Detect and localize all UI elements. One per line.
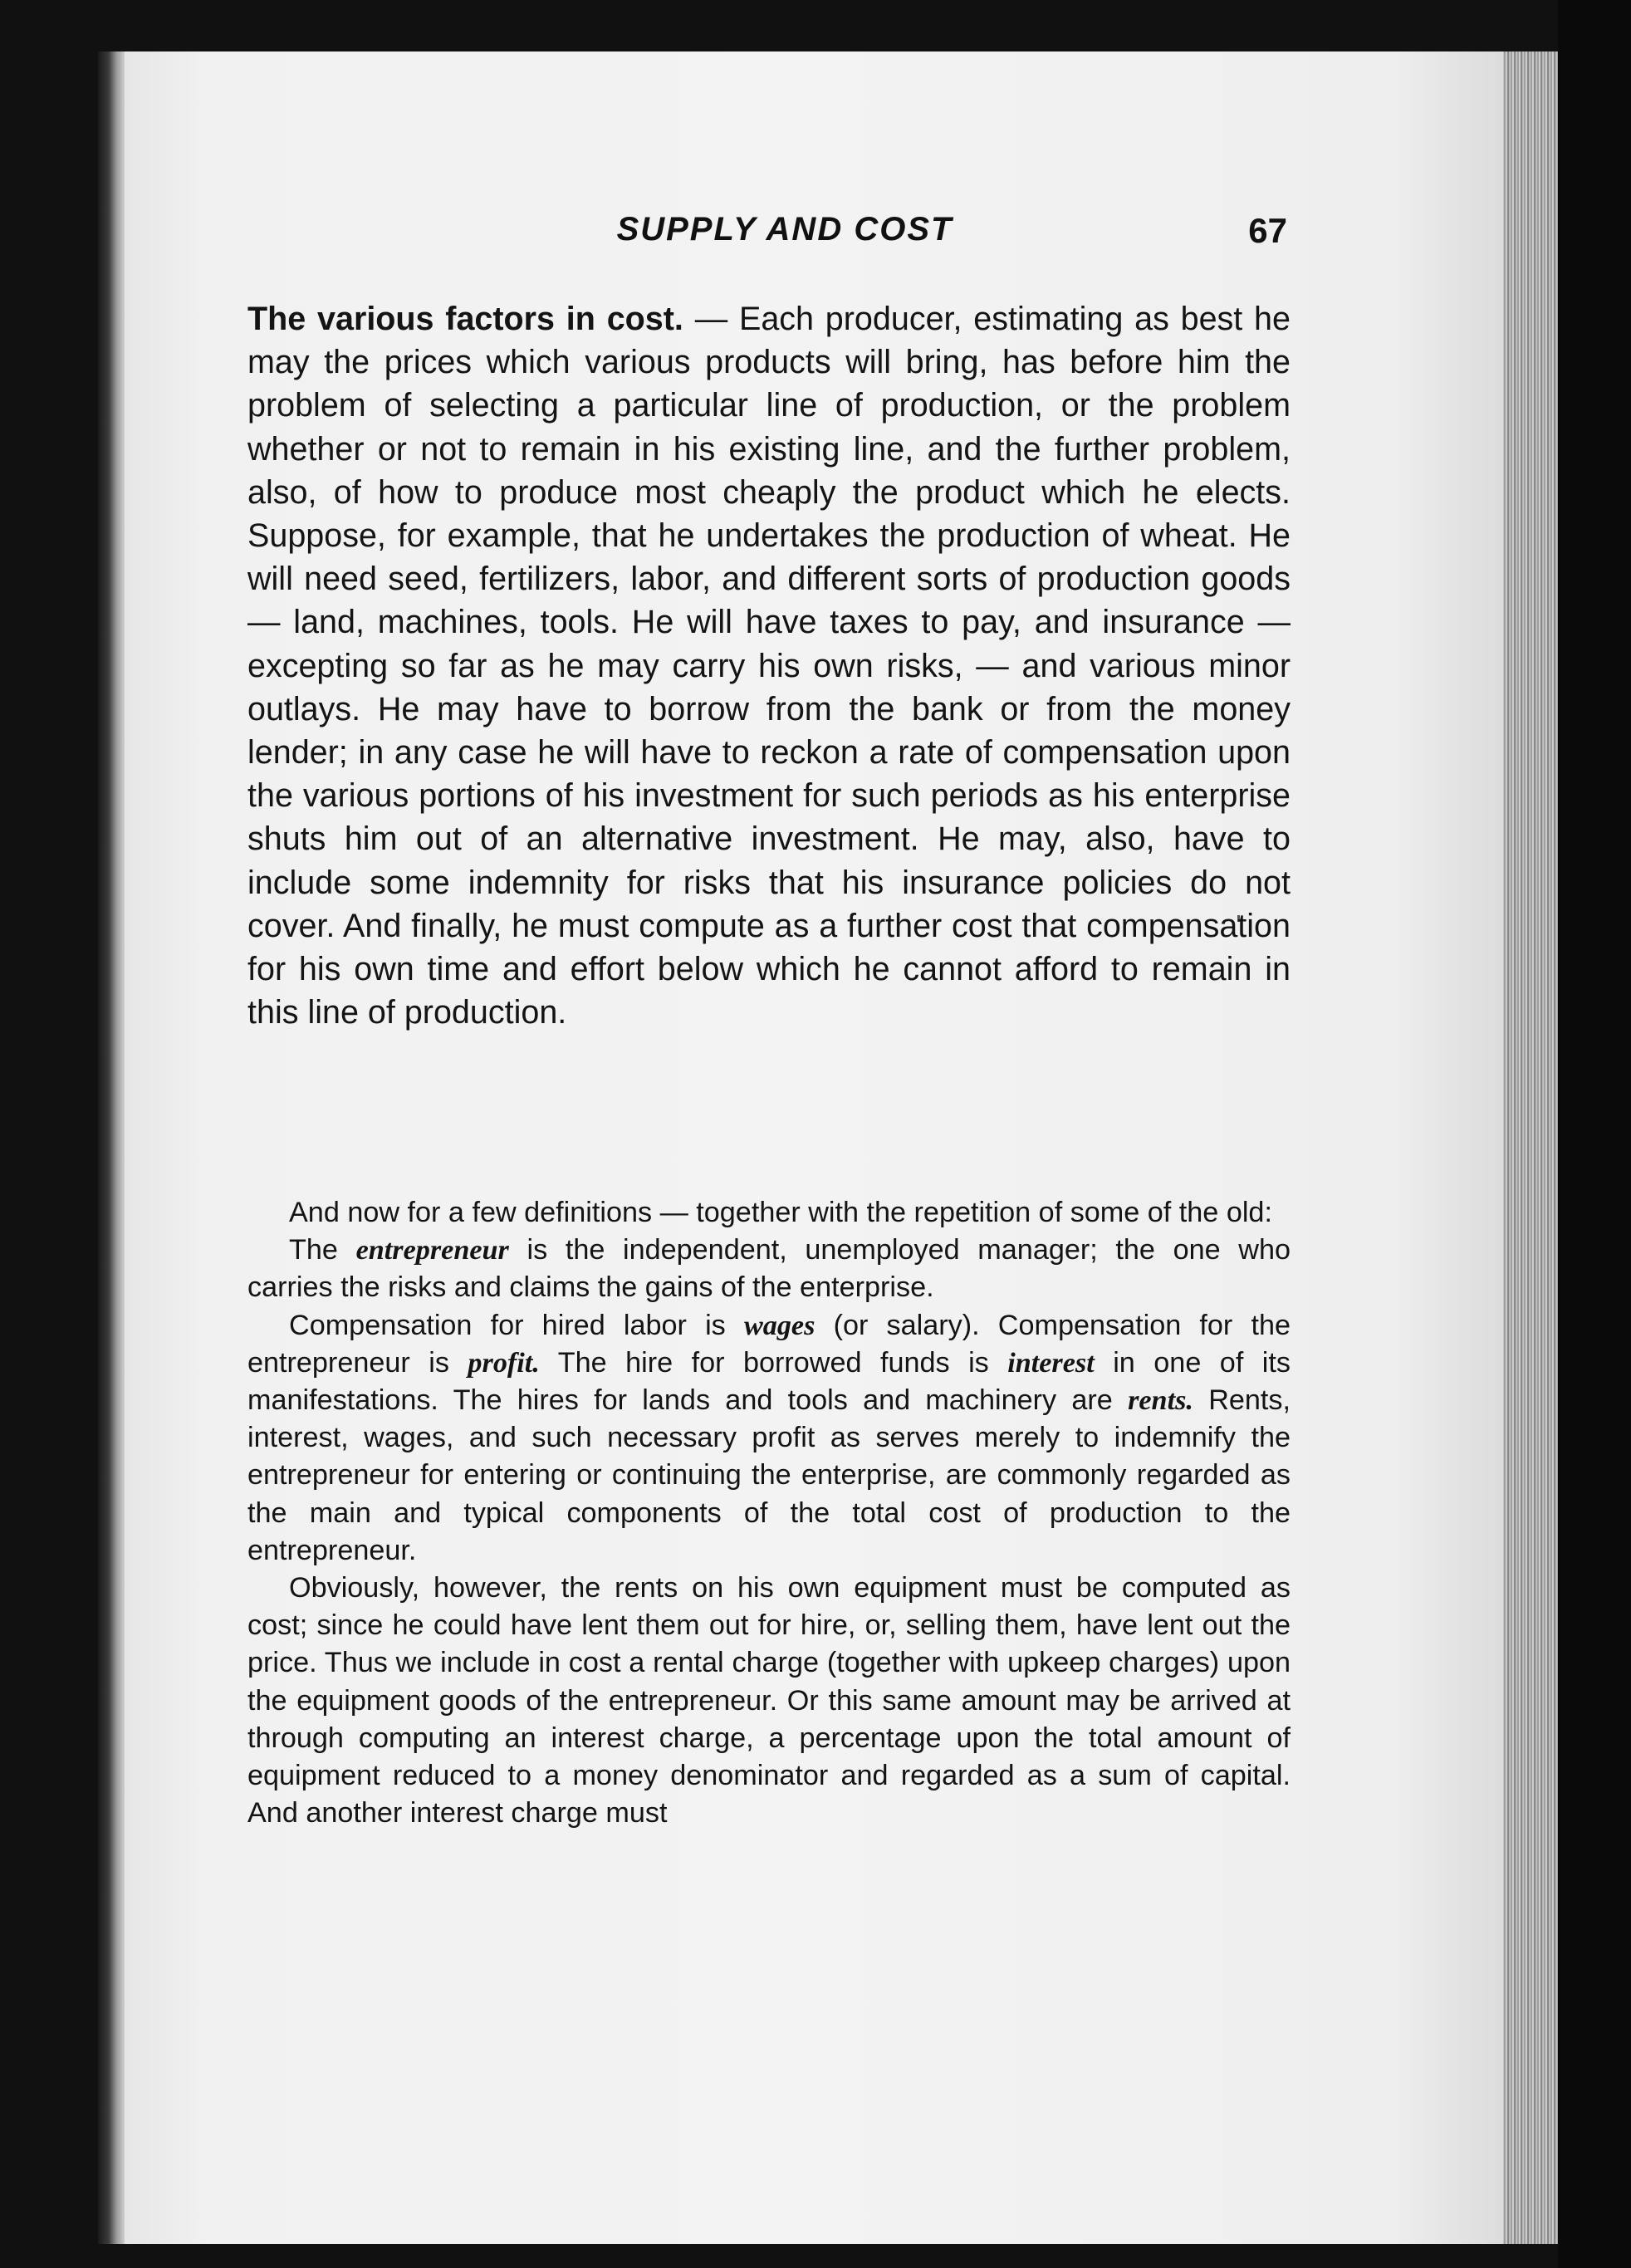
definitions-block bbox=[247, 1194, 1291, 1832]
text-fragment: is the independent, unemployed manager; the one who carries the risks and claims the gains of the enterprise. bbox=[247, 1234, 1291, 1304]
term-entrepreneur: entrepreneur bbox=[355, 1235, 509, 1266]
text-fragment: The bbox=[289, 1234, 356, 1266]
page-edges bbox=[1503, 51, 1558, 2244]
term-rents: rents. bbox=[1128, 1385, 1193, 1417]
section-heading: The various factors in cost. bbox=[247, 301, 683, 337]
section-paragraph bbox=[247, 297, 1291, 1034]
text-fragment: Rents, interest, wages, and such necessary profit as serves merely to indemnify the entrepreneur for entering or continuing the enterprise, are commonly regarded as the main and typical components of the total cost of production to the entrepreneur. bbox=[247, 1384, 1291, 1566]
running-title: SUPPLY AND COST bbox=[616, 211, 953, 247]
term-wages: wages bbox=[743, 1310, 816, 1341]
definitions-intro: And now for a few definitions — together with the repetition of some of the old: bbox=[289, 1197, 1272, 1228]
term-interest: interest bbox=[1007, 1347, 1095, 1379]
text-fragment: (or salary). Compensation for the entrepreneur is bbox=[247, 1309, 1291, 1379]
scan-border-right bbox=[1558, 0, 1631, 2268]
text-fragment: The hire for borrowed funds is bbox=[539, 1346, 1008, 1379]
text-fragment: Compensation for hired labor is bbox=[289, 1309, 744, 1341]
definition-entrepreneur bbox=[247, 1232, 1291, 1306]
book-binding-shadow bbox=[98, 51, 125, 2244]
text-fragment: in one of its manifestations. The hires for lands and tools and machinery are bbox=[247, 1346, 1291, 1417]
definition-obviously: Obviously, however, the rents on his own equipment must be computed as cost; since he could have lent them out for hire, or, selling them, have lent out the price. Thus we include in cost a rental charge (together with upkeep charges) upon the equipment goods of the entrepreneur. Or this same amount may be arrived at through computing an interest charge, a percentage upon the total amount of equipment reduced to a money denominator and regarded as a sum of capital. And another interest charge must bbox=[247, 1572, 1291, 1830]
section-body: — Each producer, estimating as best he may the prices which various products will bring, has before him the problem of selecting a particular line of production, or the problem whether or not to remain in his existing line, and the further problem, also, of how to produce most cheaply the product which he elects. Suppose, for example, that he undertakes the production of wheat. He will need seed, fertilizers, labor, and different sorts of production goods — land, machines, tools. He will have taxes to pay, and insurance — excepting so far as he may carry his own risks, — and various minor outlays. He may have to borrow from the bank or from the money lender; in any case he will have to reckon a rate of compensation upon the various portions of his investment for such periods as his enterprise shuts him out of an alternative investment. He may, also, have to include some indemnity for risks that his insurance policies do not cover. And finally, he must compute as a further cost that compensation for his own time and effort below which he cannot afford to remain in this line of production. bbox=[247, 301, 1291, 1031]
running-head bbox=[282, 208, 1287, 266]
definition-compensation bbox=[247, 1307, 1291, 1570]
term-profit: profit. bbox=[468, 1347, 540, 1379]
page-number: 67 bbox=[1248, 211, 1287, 250]
